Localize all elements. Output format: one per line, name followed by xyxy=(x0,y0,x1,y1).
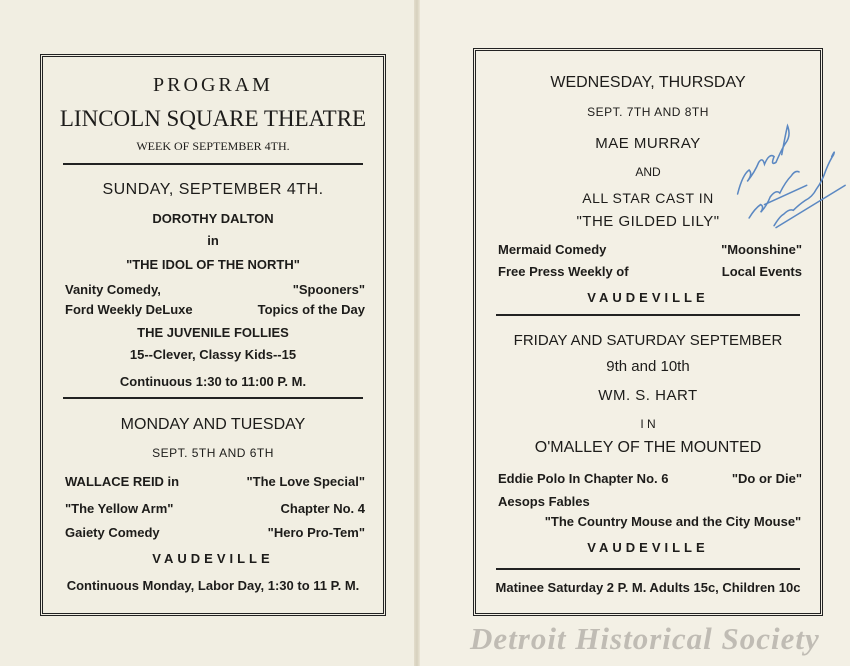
left-program-panel xyxy=(40,54,386,616)
monday-row xyxy=(65,526,365,539)
sunday-row xyxy=(65,303,365,316)
monday-row xyxy=(65,502,365,515)
friday-dates: 9th and 10th xyxy=(606,358,690,375)
sunday-row xyxy=(65,283,365,296)
row-left: Free Press Weekly of xyxy=(498,264,629,279)
wednesday-star: MAE MURRAY xyxy=(595,135,701,152)
row-left: Gaiety Comedy xyxy=(65,525,160,540)
divider xyxy=(496,568,800,570)
row-right: Local Events xyxy=(721,264,802,279)
monday-hours: Continuous Monday, Labor Day, 1:30 to 11 P. M. xyxy=(66,578,360,593)
matinee-prices: Matinee Saturday 2 P. M. Adults 15c, Children 10c xyxy=(495,580,801,595)
friday-row xyxy=(498,472,802,485)
row-right: Chapter No. 4 xyxy=(280,501,365,516)
monday-vaudeville: VAUDEVILLE xyxy=(152,551,274,566)
friday-vaudeville: VAUDEVILLE xyxy=(587,540,709,555)
monday-row xyxy=(65,475,365,488)
wednesday-heading: WEDNESDAY, THURSDAY xyxy=(550,74,746,91)
friday-row xyxy=(498,495,802,508)
handwritten-note xyxy=(728,110,848,230)
row-right: "Hero Pro-Tem" xyxy=(267,525,365,540)
row-left: Aesops Fables xyxy=(498,494,590,509)
row-left: Vanity Comedy, xyxy=(65,282,161,297)
week-label: WEEK OF SEPTEMBER 4TH. xyxy=(136,139,290,153)
friday-heading: FRIDAY AND SATURDAY SEPTEMBER xyxy=(513,332,783,349)
divider xyxy=(63,397,363,399)
friday-film: O'MALLEY OF THE MOUNTED xyxy=(534,439,762,456)
friday-star: WM. S. HART xyxy=(598,387,698,404)
friday-in: I N xyxy=(640,417,656,431)
wednesday-row xyxy=(498,265,802,278)
row-right: "The Love Special" xyxy=(246,474,365,489)
row-right: Topics of the Day xyxy=(257,302,365,317)
monday-dates: SEPT. 5TH AND 6TH xyxy=(152,446,274,460)
row-left: "The Yellow Arm" xyxy=(65,501,174,516)
program-title: PROGRAM xyxy=(153,74,273,96)
theatre-name: LINCOLN SQUARE THEATRE xyxy=(59,106,367,131)
sunday-film: "THE IDOL OF THE NORTH" xyxy=(126,257,300,272)
wednesday-and: AND xyxy=(635,165,661,179)
sunday-star: DOROTHY DALTON xyxy=(152,211,274,226)
wednesday-dates: SEPT. 7TH AND 8TH xyxy=(587,105,709,119)
wednesday-row xyxy=(498,243,802,256)
row-right: "Do or Die" xyxy=(731,471,802,486)
sunday-act-sub: 15--Clever, Classy Kids--15 xyxy=(129,347,297,362)
sunday-hours: Continuous 1:30 to 11:00 P. M. xyxy=(119,374,307,389)
row-right: "Moonshine" xyxy=(721,242,802,257)
wednesday-cast: ALL STAR CAST IN xyxy=(582,190,714,206)
sunday-act: THE JUVENILE FOLLIES xyxy=(137,325,289,340)
monday-heading: MONDAY AND TUESDAY xyxy=(120,416,306,433)
sunday-in: in xyxy=(207,233,219,248)
row-left: WALLACE REID in xyxy=(65,474,180,489)
wednesday-vaudeville: VAUDEVILLE xyxy=(587,290,709,305)
watermark: Detroit Historical Society xyxy=(470,621,820,656)
row-right: "Spooners" xyxy=(292,282,365,297)
row-left: Ford Weekly DeLuxe xyxy=(65,302,193,317)
row-left: Mermaid Comedy xyxy=(498,242,607,257)
divider xyxy=(63,163,363,165)
wednesday-film: "THE GILDED LILY" xyxy=(576,213,720,230)
sunday-heading: SUNDAY, SEPTEMBER 4TH. xyxy=(102,181,324,198)
page-fold xyxy=(414,0,420,666)
divider xyxy=(496,314,800,316)
aesop-title: "The Country Mouse and the City Mouse" xyxy=(544,514,802,529)
row-left: Eddie Polo In Chapter No. 6 xyxy=(498,471,669,486)
